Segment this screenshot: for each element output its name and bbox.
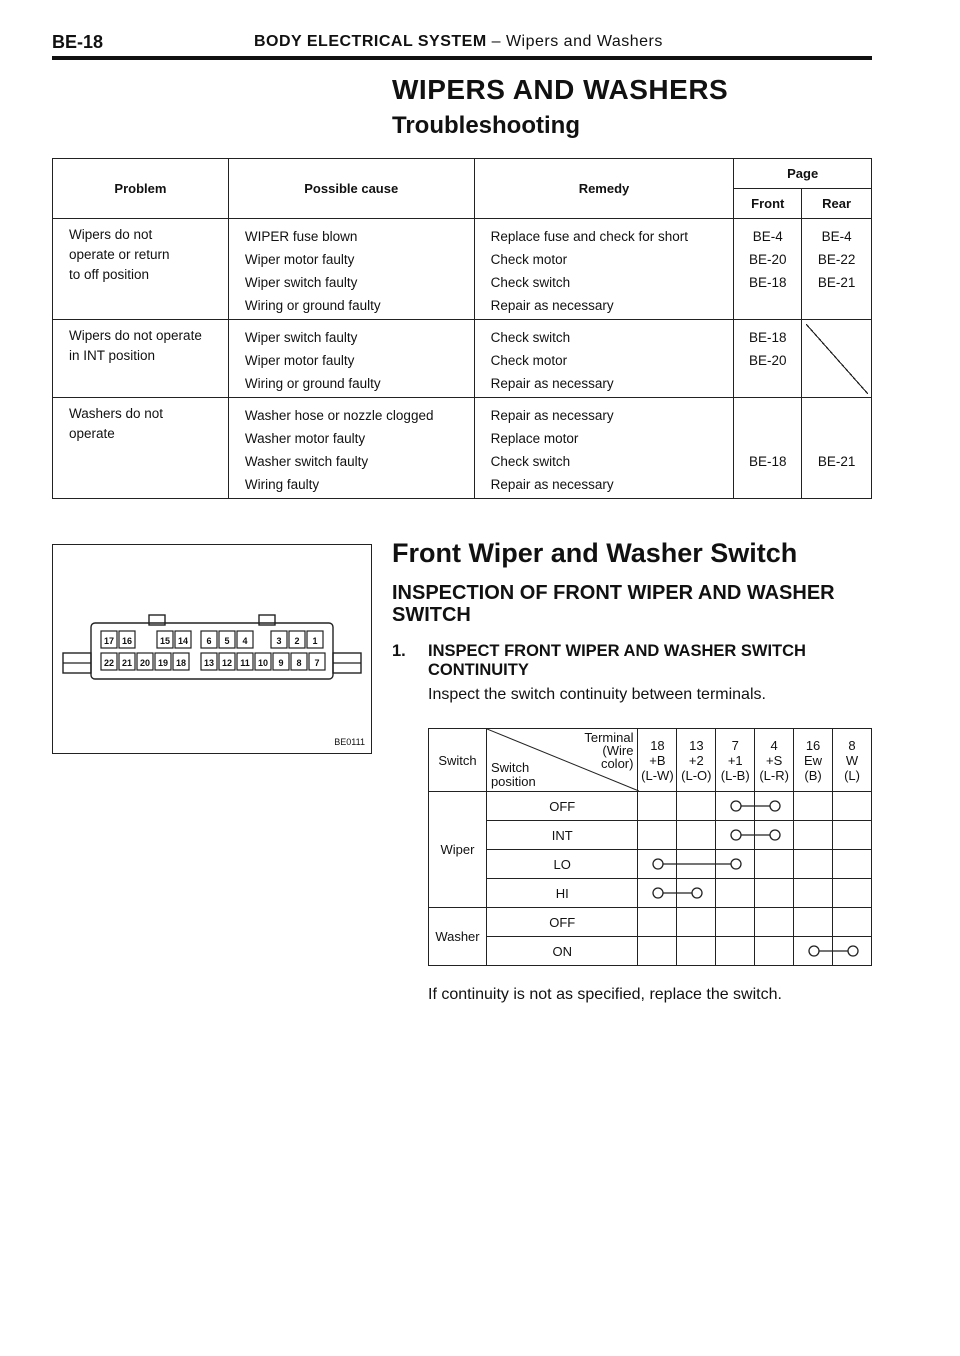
continuity-cell xyxy=(833,879,872,908)
corner-top-line: (Wire xyxy=(602,743,634,758)
terminal-color: (L-R) xyxy=(759,767,789,783)
terminal-sym: +1 xyxy=(727,752,743,768)
continuity-link xyxy=(728,800,783,812)
trouble-rear-line xyxy=(804,294,869,317)
terminal-color: (L-O) xyxy=(681,767,712,783)
terminal-sym: Ew xyxy=(804,752,823,768)
continuity-cell xyxy=(833,908,872,937)
terminal-sym: +B xyxy=(649,752,666,768)
continuity-row xyxy=(429,937,872,966)
connector-pin-bottom: 21 xyxy=(121,658,133,668)
connector-pin-top: 1 xyxy=(312,636,318,646)
continuity-cell xyxy=(677,792,716,821)
trouble-rear-line: BE-21 xyxy=(817,454,856,469)
trouble-remedies-line: Repair as necessary xyxy=(490,477,614,492)
step-title: INSPECT FRONT WIPER AND WASHER SWITCH CONTINUITY xyxy=(428,642,806,679)
continuity-cell xyxy=(833,850,872,879)
trouble-front-line: BE-4 xyxy=(752,229,783,244)
header-rule xyxy=(52,56,872,60)
continuity-cell xyxy=(677,937,716,966)
section-title: Front Wiper and Washer Switch xyxy=(392,538,798,568)
connector-drawing xyxy=(53,545,371,753)
trouble-causes-line: WIPER fuse blown xyxy=(244,229,358,244)
trouble-cell-front xyxy=(734,219,802,320)
header-rear: Rear xyxy=(802,189,872,219)
terminal-header xyxy=(677,729,716,792)
trouble-rear-line: BE-4 xyxy=(821,229,852,244)
trouble-cell-rear-na xyxy=(802,320,872,398)
continuity-row xyxy=(429,879,872,908)
troubleshooting-table xyxy=(52,158,872,499)
trouble-cell-front xyxy=(734,398,802,499)
continuity-terminal-circle xyxy=(809,946,819,956)
terminal-color: (L-W) xyxy=(641,767,674,783)
connector-pin-top: 16 xyxy=(121,636,133,646)
trouble-row xyxy=(53,219,872,320)
switch-position-label: LO xyxy=(486,850,638,879)
continuity-link xyxy=(650,858,744,870)
continuity-cell xyxy=(755,850,794,879)
trouble-cell-problem xyxy=(53,219,229,320)
corner-bottom-line: Switch xyxy=(490,760,530,775)
continuity-cell xyxy=(755,937,794,966)
continuity-link xyxy=(728,829,783,841)
continuity-terminal-circle xyxy=(848,946,858,956)
terminal-num: 8 xyxy=(848,737,856,753)
switch-position-label: INT xyxy=(486,821,638,850)
terminal-color: (L) xyxy=(844,767,860,783)
trouble-remedies-line: Replace fuse and check for short xyxy=(490,229,688,244)
continuity-terminal-circle xyxy=(653,859,663,869)
trouble-front-line: BE-18 xyxy=(748,454,787,469)
connector-pin-top: 2 xyxy=(294,636,300,646)
continuity-cell xyxy=(755,879,794,908)
header-page: Page xyxy=(734,159,872,189)
header-front: Front xyxy=(734,189,802,219)
trouble-remedies-line: Check switch xyxy=(490,330,571,345)
connector-pin-top: 5 xyxy=(224,636,230,646)
terminal-num: 18 xyxy=(650,737,665,753)
trouble-cell-problem xyxy=(53,320,229,398)
continuity-cell xyxy=(755,908,794,937)
instruction-text: Inspect the switch continuity between terminals. xyxy=(428,686,766,703)
terminal-num: 13 xyxy=(689,737,704,753)
trouble-cell-causes xyxy=(228,219,474,320)
connector-pin-bottom: 7 xyxy=(314,658,320,668)
trouble-problem-line: in INT position xyxy=(69,348,156,363)
continuity-cell xyxy=(716,908,755,937)
continuity-terminal-circle xyxy=(653,888,663,898)
trouble-causes-line: Wiring or ground faulty xyxy=(244,376,381,391)
header-title xyxy=(254,33,663,51)
switch-position-label: OFF xyxy=(486,792,638,821)
terminal-header xyxy=(716,729,755,792)
continuity-cell xyxy=(794,908,833,937)
continuity-cell xyxy=(794,792,833,821)
continuity-link xyxy=(806,945,861,957)
trouble-front-line xyxy=(736,473,799,496)
trouble-cell-problem xyxy=(53,398,229,499)
page-title: WIPERS AND WASHERS xyxy=(392,74,729,105)
connector-pin-top: 6 xyxy=(206,636,212,646)
terminal-sym: +S xyxy=(766,752,783,768)
step-number: 1. xyxy=(392,642,406,660)
continuity-terminal-circle xyxy=(731,830,741,840)
trouble-remedies-line: Replace motor xyxy=(490,431,579,446)
terminal-num: 4 xyxy=(770,737,778,753)
connector-pin-bottom: 10 xyxy=(257,658,269,668)
trouble-remedies-line: Check switch xyxy=(490,275,571,290)
continuity-terminal-circle xyxy=(770,801,780,811)
continuity-cell xyxy=(638,850,677,879)
header-section: BODY ELECTRICAL SYSTEM xyxy=(254,33,487,50)
connector-pin-bottom: 22 xyxy=(103,658,115,668)
header-cause: Possible cause xyxy=(228,159,474,219)
inspection-title: INSPECTION OF FRONT WIPER AND WASHER SWITCH xyxy=(392,582,835,626)
trouble-remedies-line: Check switch xyxy=(490,454,571,469)
trouble-remedies-line: Repair as necessary xyxy=(490,376,614,391)
trouble-problem-line: Wipers do not xyxy=(69,227,153,242)
continuity-cell xyxy=(716,821,755,850)
trouble-causes-line: Washer motor faulty xyxy=(244,431,366,446)
trouble-cell-causes xyxy=(228,320,474,398)
continuity-cell xyxy=(794,821,833,850)
corner-top-line: Terminal xyxy=(584,730,634,745)
connector-pin-bottom: 13 xyxy=(203,658,215,668)
trouble-problem-line: Wipers do not operate xyxy=(69,328,202,343)
trouble-cell-rear xyxy=(802,219,872,320)
switch-group-label: Wiper xyxy=(429,792,487,908)
trouble-front-line: BE-18 xyxy=(748,275,787,290)
terminal-sym: W xyxy=(845,752,859,768)
connector-pin-bottom: 20 xyxy=(139,658,151,668)
connector-diagram xyxy=(52,544,372,754)
trouble-causes-line: Wiring or ground faulty xyxy=(244,298,381,313)
continuity-cell xyxy=(794,879,833,908)
trouble-rear-line: BE-21 xyxy=(817,275,856,290)
trouble-causes-line: Wiper motor faulty xyxy=(244,353,355,368)
trouble-causes-line: Wiper motor faulty xyxy=(244,252,355,267)
trouble-front-line: BE-20 xyxy=(748,252,787,267)
continuity-row xyxy=(429,850,872,879)
trouble-front-line: BE-18 xyxy=(748,330,787,345)
trouble-cell-causes xyxy=(228,398,474,499)
terminal-num: 7 xyxy=(731,737,739,753)
switch-group-label: Washer xyxy=(429,908,487,966)
header-remedy: Remedy xyxy=(474,159,734,219)
trouble-cell-rear xyxy=(802,398,872,499)
corner-top-line: color) xyxy=(600,756,634,771)
terminal-header xyxy=(755,729,794,792)
connector-pin-top: 17 xyxy=(103,636,115,646)
continuity-cell xyxy=(677,908,716,937)
trouble-remedies-line: Check motor xyxy=(490,353,568,368)
continuity-cell xyxy=(716,937,755,966)
trouble-problem-line: operate xyxy=(69,426,115,441)
connector-pin-bottom: 18 xyxy=(175,658,187,668)
terminal-sym: +2 xyxy=(688,752,704,768)
continuity-row xyxy=(429,792,872,821)
continuity-cell xyxy=(638,908,677,937)
terminal-header xyxy=(833,729,872,792)
continuity-cell xyxy=(716,879,755,908)
trouble-front-line xyxy=(736,427,799,450)
trouble-remedies-line: Check motor xyxy=(490,252,568,267)
continuity-cell xyxy=(794,937,833,966)
diagram-code: BE0111 xyxy=(334,737,365,747)
troubleshooting-body xyxy=(53,219,872,499)
trouble-remedies-line: Repair as necessary xyxy=(490,298,614,313)
continuity-cell xyxy=(638,879,677,908)
corner-diagonal-cell xyxy=(486,729,638,792)
continuity-terminal-circle xyxy=(731,801,741,811)
continuity-terminal-circle xyxy=(770,830,780,840)
trouble-causes-line: Wiring faulty xyxy=(244,477,320,492)
trouble-rear-line xyxy=(804,473,869,496)
terminal-color: (B) xyxy=(804,767,822,783)
trouble-causes-line: Washer hose or nozzle clogged xyxy=(244,408,434,423)
switch-position-label: OFF xyxy=(486,908,638,937)
corner-switch-label: Switch xyxy=(429,729,487,792)
note-text: If continuity is not as specified, replace the switch. xyxy=(428,986,782,1003)
trouble-row xyxy=(53,320,872,398)
trouble-front-line xyxy=(736,372,799,395)
trouble-rear-line xyxy=(804,404,869,427)
continuity-cell xyxy=(638,792,677,821)
trouble-causes-line: Wiper switch faulty xyxy=(244,330,358,345)
connector-pin-bottom: 12 xyxy=(221,658,233,668)
connector-pin-top: 4 xyxy=(242,636,248,646)
header-subsection: – Wipers and Washers xyxy=(491,33,663,50)
trouble-problem-line: Washers do not xyxy=(69,406,164,421)
corner-position-label xyxy=(491,761,536,789)
connector-pin-top: 14 xyxy=(177,636,189,646)
trouble-rear-line: BE-22 xyxy=(817,252,856,267)
connector-pin-bottom: 9 xyxy=(278,658,284,668)
continuity-cell xyxy=(833,792,872,821)
continuity-cell xyxy=(638,821,677,850)
continuity-cell xyxy=(638,937,677,966)
continuity-link xyxy=(650,887,705,899)
terminal-header xyxy=(638,729,677,792)
continuity-row xyxy=(429,821,872,850)
continuity-cell xyxy=(677,821,716,850)
continuity-cell xyxy=(794,850,833,879)
page-number: BE-18 xyxy=(52,32,104,52)
trouble-cell-remedies xyxy=(474,320,734,398)
connector-pin-top: 15 xyxy=(159,636,171,646)
switch-position-label: ON xyxy=(486,937,638,966)
trouble-cell-remedies xyxy=(474,219,734,320)
continuity-cell xyxy=(833,821,872,850)
terminal-num: 16 xyxy=(805,737,821,753)
trouble-front-line xyxy=(736,404,799,427)
trouble-rear-line xyxy=(804,372,869,395)
trouble-problem-line: to off position xyxy=(69,267,150,282)
connector-pin-bottom: 8 xyxy=(296,658,302,668)
connector-pin-top: 3 xyxy=(276,636,282,646)
switch-position-label: HI xyxy=(486,879,638,908)
trouble-rear-line xyxy=(804,427,869,450)
connector-pin-bottom: 19 xyxy=(157,658,169,668)
continuity-terminal-circle xyxy=(692,888,702,898)
trouble-row xyxy=(53,398,872,499)
trouble-problem-line: operate or return xyxy=(69,247,170,262)
trouble-causes-line: Wiper switch faulty xyxy=(244,275,358,290)
trouble-rear-line xyxy=(804,326,869,349)
trouble-remedies-line: Repair as necessary xyxy=(490,408,614,423)
continuity-cell xyxy=(716,792,755,821)
continuity-table xyxy=(428,728,872,966)
continuity-row xyxy=(429,908,872,937)
page-subtitle: Troubleshooting xyxy=(392,112,580,139)
trouble-front-line xyxy=(736,294,799,317)
trouble-causes-line: Washer switch faulty xyxy=(244,454,369,469)
terminal-header xyxy=(794,729,833,792)
trouble-cell-front xyxy=(734,320,802,398)
terminal-color: (L-B) xyxy=(720,767,750,783)
header-problem: Problem xyxy=(53,159,229,219)
connector-pin-bottom: 11 xyxy=(240,658,250,668)
corner-bottom-line: position xyxy=(490,774,536,789)
corner-terminal-label xyxy=(584,731,633,770)
continuity-terminal-circle xyxy=(731,859,741,869)
trouble-front-line: BE-20 xyxy=(748,353,787,368)
trouble-rear-line xyxy=(804,349,869,372)
trouble-cell-remedies xyxy=(474,398,734,499)
